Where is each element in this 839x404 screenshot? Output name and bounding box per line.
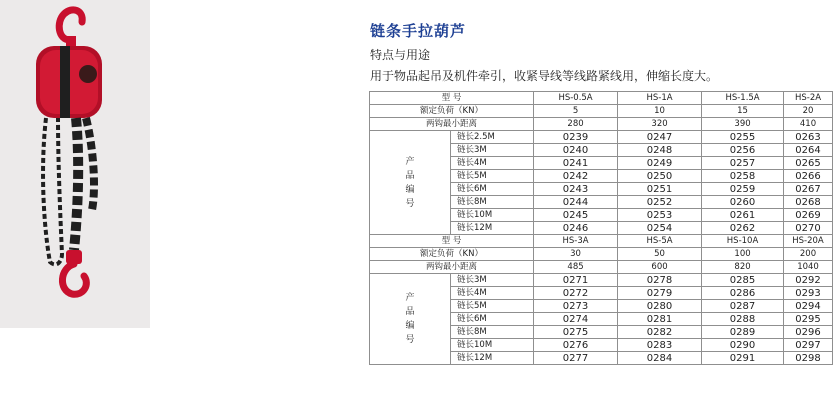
product-code-cell: 0287 (702, 300, 784, 313)
chain-length-cell: 链长4M (451, 157, 534, 170)
load-cell: 10 (618, 105, 702, 118)
load-cell: 20 (784, 105, 833, 118)
spec-table (369, 91, 833, 365)
product-code-cell: 0262 (702, 222, 784, 235)
product-code-cell: 0266 (784, 170, 833, 183)
product-code-cell: 0294 (784, 300, 833, 313)
load-label: 额定负荷（KN） (370, 105, 534, 118)
product-code-cell: 0240 (534, 144, 618, 157)
product-code-cell: 0280 (618, 300, 702, 313)
product-code-cell: 0248 (618, 144, 702, 157)
product-code-cell: 0254 (618, 222, 702, 235)
product-code-row (370, 131, 833, 144)
chain-hoist-photo (0, 0, 150, 328)
product-code-cell: 0274 (534, 313, 618, 326)
hook-distance-cell: 1040 (784, 261, 833, 274)
product-code-cell: 0273 (534, 300, 618, 313)
page-title: 链条手拉葫芦 (370, 22, 467, 40)
hook-distance-cell: 600 (618, 261, 702, 274)
product-code-cell: 0261 (702, 209, 784, 222)
product-code-cell: 0242 (534, 170, 618, 183)
hook-distance-row (370, 261, 833, 274)
chain-length-cell: 链长3M (451, 144, 534, 157)
product-code-cell: 0246 (534, 222, 618, 235)
product-code-cell: 0295 (784, 313, 833, 326)
hook-distance-cell: 320 (618, 118, 702, 131)
model-cell: HS-1A (618, 92, 702, 105)
product-code-cell: 0279 (618, 287, 702, 300)
product-description: 用于物品起吊及机件牵引，收紧导线等线路紧线用，伸缩长度大。 (370, 69, 719, 83)
product-code-cell: 0277 (534, 352, 618, 365)
load-row (370, 105, 833, 118)
product-code-cell: 0285 (702, 274, 784, 287)
model-row (370, 92, 833, 105)
product-code-cell: 0297 (784, 339, 833, 352)
product-code-cell: 0259 (702, 183, 784, 196)
product-code-cell: 0282 (618, 326, 702, 339)
product-code-cell: 0271 (534, 274, 618, 287)
model-label: 型 号 (370, 92, 534, 105)
product-code-cell: 0239 (534, 131, 618, 144)
chain-length-cell: 链长10M (451, 209, 534, 222)
product-code-row (370, 274, 833, 287)
product-code-cell: 0292 (784, 274, 833, 287)
product-code-cell: 0253 (618, 209, 702, 222)
model-label: 型 号 (370, 235, 534, 248)
product-code-cell: 0252 (618, 196, 702, 209)
product-code-cell: 0258 (702, 170, 784, 183)
product-code-cell: 0281 (618, 313, 702, 326)
chain-length-cell: 链长5M (451, 300, 534, 313)
product-code-cell: 0284 (618, 352, 702, 365)
hook-distance-label: 两钩最小距离 (370, 261, 534, 274)
product-code-cell: 0249 (618, 157, 702, 170)
load-cell: 50 (618, 248, 702, 261)
load-cell: 200 (784, 248, 833, 261)
chain-length-cell: 链长6M (451, 183, 534, 196)
hook-distance-label: 两钩最小距离 (370, 118, 534, 131)
load-label: 额定负荷（KN） (370, 248, 534, 261)
product-code-cell: 0247 (618, 131, 702, 144)
product-code-cell: 0263 (784, 131, 833, 144)
model-cell: HS-3A (534, 235, 618, 248)
product-code-cell: 0289 (702, 326, 784, 339)
product-code-cell: 0269 (784, 209, 833, 222)
product-code-cell: 0265 (784, 157, 833, 170)
chain-length-cell: 链长6M (451, 313, 534, 326)
chain-length-cell: 链长8M (451, 196, 534, 209)
chain-length-cell: 链长12M (451, 352, 534, 365)
product-code-cell: 0245 (534, 209, 618, 222)
product-code-cell: 0244 (534, 196, 618, 209)
chain-length-cell: 链长4M (451, 287, 534, 300)
product-code-cell: 0270 (784, 222, 833, 235)
product-code-cell: 0290 (702, 339, 784, 352)
product-code-cell: 0257 (702, 157, 784, 170)
hook-distance-cell: 410 (784, 118, 833, 131)
product-code-cell: 0283 (618, 339, 702, 352)
model-cell: HS-0.5A (534, 92, 618, 105)
product-code-cell: 0275 (534, 326, 618, 339)
load-cell: 15 (702, 105, 784, 118)
chain-length-cell: 链长8M (451, 326, 534, 339)
product-code-cell: 0260 (702, 196, 784, 209)
product-code-cell: 0250 (618, 170, 702, 183)
model-row (370, 235, 833, 248)
product-code-cell: 0272 (534, 287, 618, 300)
chain-length-cell: 链长10M (451, 339, 534, 352)
product-code-cell: 0286 (702, 287, 784, 300)
chain-hoist-image (0, 0, 150, 328)
product-code-cell: 0264 (784, 144, 833, 157)
product-code-cell: 0267 (784, 183, 833, 196)
product-code-cell: 0255 (702, 131, 784, 144)
hook-distance-row (370, 118, 833, 131)
product-code-cell: 0278 (618, 274, 702, 287)
chain-length-cell: 链长5M (451, 170, 534, 183)
product-code-cell: 0268 (784, 196, 833, 209)
model-cell: HS-2A (784, 92, 833, 105)
product-code-cell: 0256 (702, 144, 784, 157)
product-code-cell: 0241 (534, 157, 618, 170)
hook-distance-cell: 280 (534, 118, 618, 131)
hook-distance-cell: 485 (534, 261, 618, 274)
load-cell: 30 (534, 248, 618, 261)
hook-distance-cell: 820 (702, 261, 784, 274)
chain-length-cell: 链长2.5M (451, 131, 534, 144)
product-code-label: 产 品 编 号 (370, 274, 451, 365)
product-code-cell: 0288 (702, 313, 784, 326)
product-code-cell: 0296 (784, 326, 833, 339)
load-cell: 5 (534, 105, 618, 118)
product-code-cell: 0276 (534, 339, 618, 352)
product-code-cell: 0243 (534, 183, 618, 196)
product-code-cell: 0251 (618, 183, 702, 196)
product-code-cell: 0293 (784, 287, 833, 300)
section-subtitle: 特点与用途 (370, 48, 431, 62)
model-cell: HS-5A (618, 235, 702, 248)
product-code-cell: 0291 (702, 352, 784, 365)
load-cell: 100 (702, 248, 784, 261)
model-cell: HS-20A (784, 235, 833, 248)
model-cell: HS-1.5A (702, 92, 784, 105)
load-row (370, 248, 833, 261)
chain-length-cell: 链长3M (451, 274, 534, 287)
product-code-cell: 0298 (784, 352, 833, 365)
chain-length-cell: 链长12M (451, 222, 534, 235)
hook-distance-cell: 390 (702, 118, 784, 131)
model-cell: HS-10A (702, 235, 784, 248)
product-code-label: 产 品 编 号 (370, 131, 451, 235)
